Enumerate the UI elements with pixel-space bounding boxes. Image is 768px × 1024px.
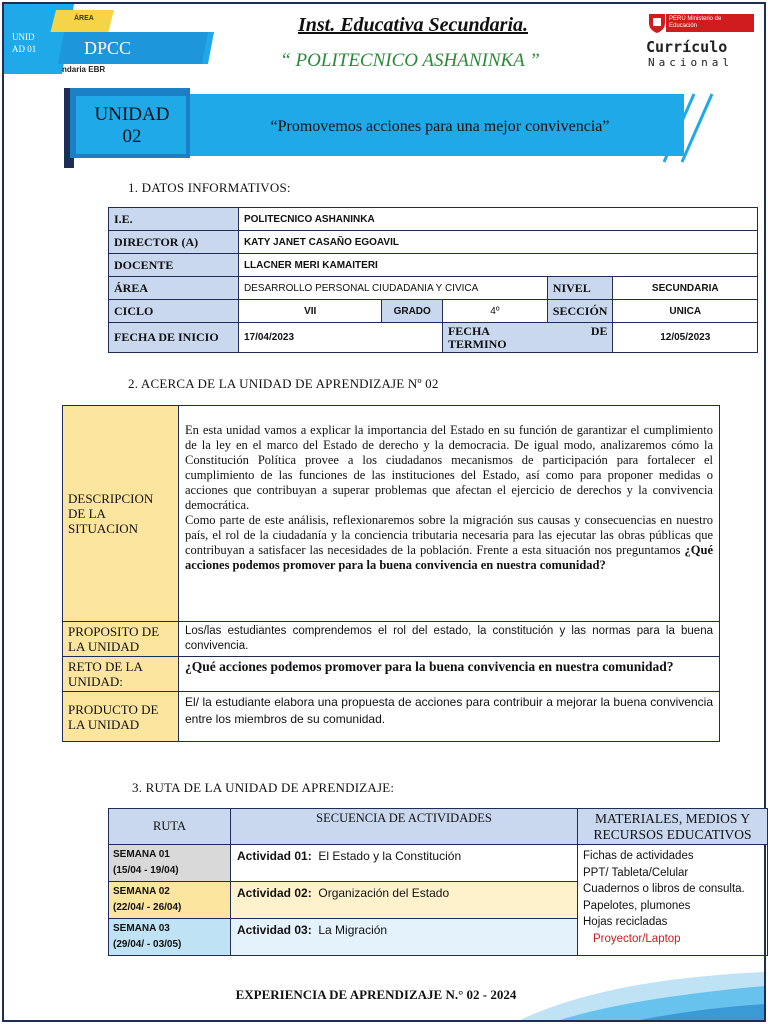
material-item: Cuadernos o libros de consulta. (583, 883, 745, 895)
table-row (109, 323, 758, 353)
termino-label-b: DE (590, 323, 608, 338)
week-2-label: SEMANA 02 (113, 886, 170, 897)
unit-label-line1: UNIDAD (94, 104, 170, 125)
area-label: ÁREA (109, 277, 239, 300)
unit-label (78, 100, 186, 156)
descripcion-question: ¿Qué acciones podemos promover para la buena convivencia en nuestra comunidad? (185, 543, 713, 572)
badge-ad-text: AD 01 (12, 44, 37, 54)
ministerio-label: Ministerio de Educación (669, 16, 722, 29)
info-table (108, 207, 758, 353)
reto-label: RETO DE LA UNIDAD: (63, 657, 179, 692)
activity-2 (231, 882, 578, 919)
section2-heading: 2. ACERCA DE LA UNIDAD DE APRENDIZAJE Nº 02 (128, 376, 439, 391)
descripcion-label: DESCRIPCION DE LA SITUACION (63, 406, 179, 622)
badge-area-text: ÁREA (74, 15, 94, 22)
activity-1-text: El Estado y la Constitución (318, 849, 462, 863)
footer-wave (520, 972, 764, 1020)
activity-3-text: La Migración (318, 923, 388, 937)
table-row (63, 622, 720, 657)
proposito-label: PROPOSITO DE LA UNIDAD (63, 622, 179, 657)
badge-yellow-tab (50, 10, 114, 34)
nivel-label: NIVEL (547, 277, 613, 300)
inicio-value: 17/04/2023 (238, 323, 442, 353)
table-row (109, 809, 768, 845)
materials-cell (578, 845, 768, 956)
material-item: Hojas recicladas (583, 916, 668, 928)
week-1-dates: (15/04 - 19/04) (113, 865, 179, 876)
docente-value: LLACNER MERI KAMAITERI (238, 254, 757, 277)
producto-text: El/ la estudiante elabora una propuesta de acciones para contribuir a mejorar la buena convivencia entre los miembros de su comunidad. (179, 692, 720, 742)
header-area-badge (4, 4, 214, 74)
table-row (63, 406, 720, 622)
table-row (109, 300, 758, 323)
week-2 (109, 882, 231, 919)
termino-label-a: FECHA (447, 323, 490, 338)
activity-2-label: Actividad 02: (237, 886, 312, 900)
area-value: DESARROLLO PERSONAL CIUDADANIA Y CIVICA (238, 277, 547, 300)
producto-label: PRODUCTO DE LA UNIDAD (63, 692, 179, 742)
docente-label: DOCENTE (109, 254, 239, 277)
grado-label: GRADO (382, 300, 443, 323)
seccion-label: SECCIÓN (547, 300, 613, 323)
table-row (109, 208, 758, 231)
ciclo-value: VII (238, 300, 381, 323)
ie-label: I.E. (109, 208, 239, 231)
institution-title: Inst. Educativa Secundaria. (297, 14, 529, 36)
reto-text: ¿Qué acciones podemos promover para la buena convivencia en nuestra comunidad? (179, 657, 720, 692)
section1-heading: 1. DATOS INFORMATIVOS: (128, 180, 291, 195)
activity-3 (231, 919, 578, 956)
table-row (63, 692, 720, 742)
col-ruta: RUTA (109, 809, 231, 845)
director-value: KATY JANET CASAÑO EGOAVIL (238, 231, 757, 254)
col-materiales: MATERIALES, MEDIOS Y RECURSOS EDUCATIVOS (578, 809, 768, 845)
activity-3-label: Actividad 03: (237, 923, 312, 937)
curriculo-logo (640, 12, 764, 72)
table-row (109, 845, 768, 882)
peru-label: PERÚ (669, 16, 686, 22)
curriculo-word: Currículo (646, 38, 728, 56)
termino-label-c: TERMINO (447, 336, 507, 351)
material-item: PPT/ Tableta/Celular (583, 866, 689, 879)
section3-heading: 3. RUTA DE LA UNIDAD DE APRENDIZAJE: (132, 780, 395, 795)
col-secuencia: SECUENCIA DE ACTIVIDADES (231, 809, 578, 845)
material-item-red: Proyector/Laptop (593, 932, 681, 945)
descripcion-text: En esta unidad vamos a explicar la importancia del Estado en su función de garantizar el cumplimiento de la ley en el marco del Estado de derecho y la democracia. De igual modo, analizaremos cómo la Constitución Política provee a los ciudadanos mecanismos de participación para fortalecer el cumplimiento de las funciones de las instituciones del Estado, así como para proponer medidas o acciones que contribuyan a superar problemas que afectan el ejercicio de derechos y la convivencia democrática. (185, 423, 713, 512)
grado-value: 4º (442, 300, 547, 323)
proposito-text: Los/las estudiantes comprendemos el rol del estado, la constitución y las normas para la buena convivencia. (179, 622, 720, 657)
nivel-value: SECUNDARIA (613, 277, 758, 300)
week-1 (109, 845, 231, 882)
about-table (62, 405, 720, 742)
termino-value: 12/05/2023 (613, 323, 758, 353)
week-2-dates: (22/04/ - 26/04) (113, 902, 182, 913)
unit-title: “Promovemos acciones para una mejor convivencia” (270, 118, 610, 135)
ie-value: POLITECNICO ASHANINKA (238, 208, 757, 231)
school-name: “ POLITECNICO ASHANINKA ” (280, 50, 540, 71)
banner-stroke-2 (682, 94, 712, 162)
week-3 (109, 919, 231, 956)
table-row (63, 657, 720, 692)
week-1-label: SEMANA 01 (113, 849, 170, 860)
nacional-word: Nacional (648, 56, 733, 69)
week-3-dates: (29/04/ - 03/05) (113, 939, 182, 950)
table-row (109, 231, 758, 254)
badge-shade (58, 32, 208, 64)
descripcion-text2 (185, 513, 713, 573)
seccion-value: UNICA (613, 300, 758, 323)
peru-shield-icon (646, 12, 668, 34)
descripcion-text2-body: Como parte de este análisis, reflexionaremos sobre la migración sus causas y consecuencias en nuestro país, el rol de la ciudadanía y la conciencia tributaria necesaria para las ejecutar las obras públicas que contribuyan a satisfacer las necesidades de la población. Frente a esta situación nos preguntamos (185, 513, 713, 557)
material-item: Fichas de actividades (583, 850, 694, 862)
inicio-label: FECHA DE INICIO (109, 323, 239, 353)
table-row (109, 277, 758, 300)
descripcion-cell (179, 406, 720, 622)
badge-unid-text: UNID (12, 32, 35, 42)
unit-label-line2: 02 (122, 126, 142, 147)
activity-1-label: Actividad 01: (237, 849, 312, 863)
ministerio-box (666, 14, 754, 32)
footer-title: EXPERIENCIA DE APRENDIZAJE N.° 02 - 2024 (235, 987, 517, 1002)
director-label: DIRECTOR (A) (109, 231, 239, 254)
week-3-label: SEMANA 03 (113, 923, 170, 934)
badge-ebr-text: ndaria EBR (62, 65, 106, 74)
activity-2-text: Organización del Estado (318, 886, 450, 900)
badge-dpcc-text: DPCC (84, 38, 132, 58)
activity-1 (231, 845, 578, 882)
route-table (108, 808, 768, 956)
material-item: Papelotes, plumones (583, 899, 691, 912)
table-row (109, 254, 758, 277)
ciclo-label: CICLO (109, 300, 239, 323)
termino-label (442, 323, 613, 353)
